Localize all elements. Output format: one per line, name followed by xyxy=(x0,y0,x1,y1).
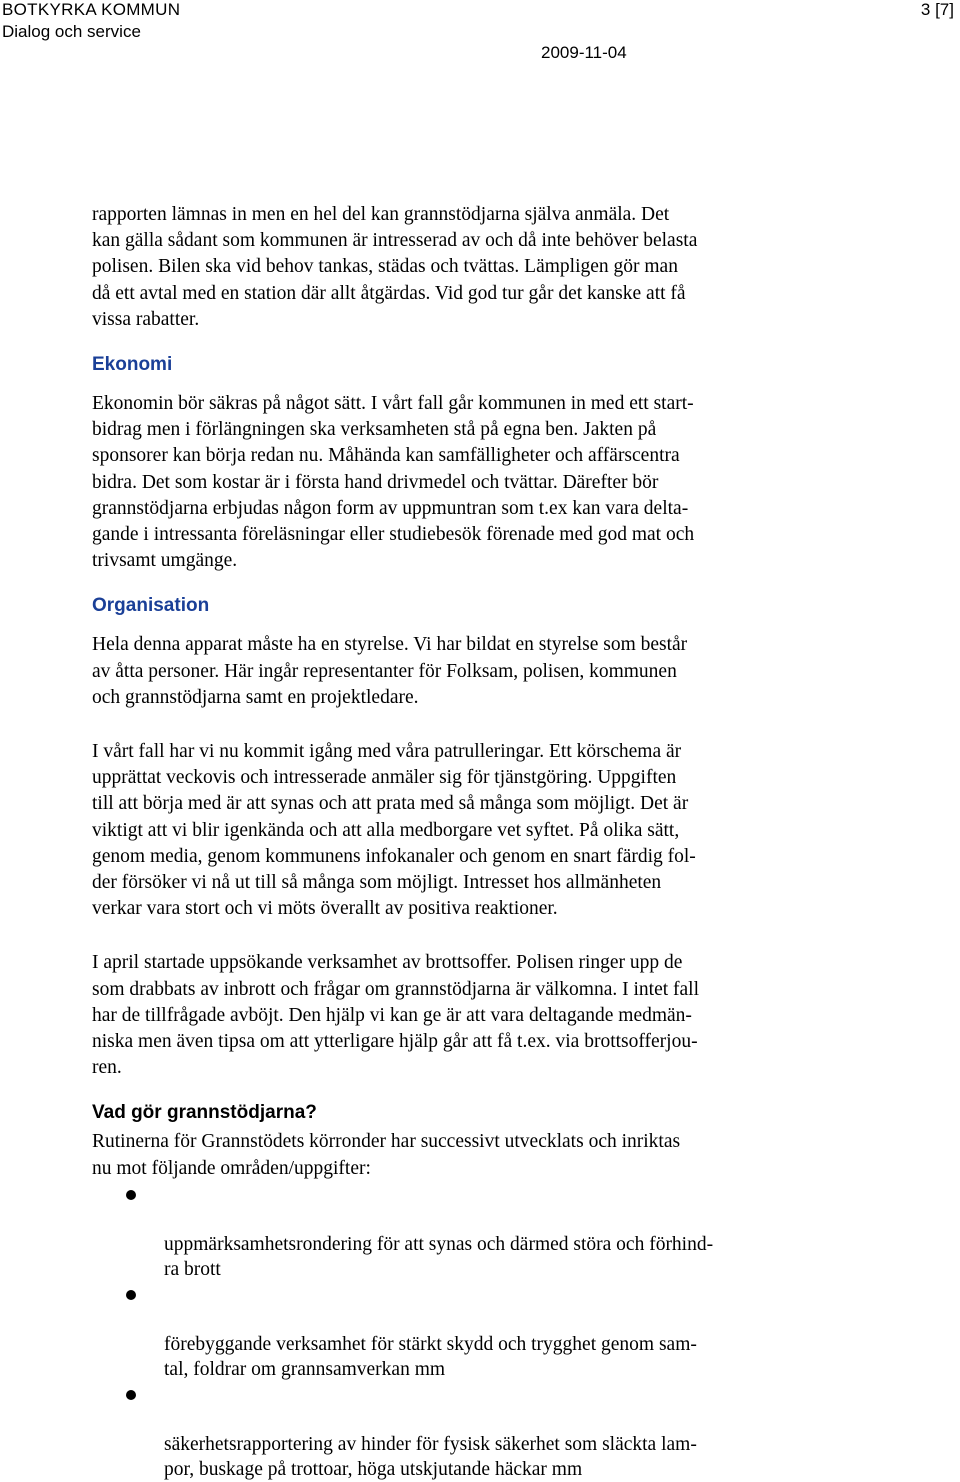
page-number: 3 [7] xyxy=(920,0,954,19)
victims-paragraph: I april startade uppsökande verksamhet av brottsoffer. Polisen ringer upp de som drabbats av inbrott och frågar om grannstödjarna är välkomna. I intet fall har de tillfrågade avböjt. Den hjälp vi kan ge är att vara deltagande medmän- niska men även tipsa om att ytterligare hjälp går att få t.ex. via brottsofferjou- ren. xyxy=(92,952,700,1079)
list-item xyxy=(92,1282,852,1382)
vad-paragraph: Rutinerna för Grannstödets körronder har successivt utvecklats och inriktas nu mot följande områden/uppgifter: xyxy=(92,1131,681,1179)
task-list xyxy=(92,1182,852,1482)
ekonomi-paragraph: Ekonomin bör säkras på något sätt. I vårt fall går kommunen in med ett start- bidrag men i förlängningen ska verksamheten stå på egna ben. Jakten på sponsorer kan börja redan nu. Måhända kan samfälligheter och affärscentra bidra. Det som kostar är i första hand drivmedel och tvättar. Därefter bör grannstödjarna erbjudas någon form av uppmuntran som t.ex kan vara delta- gande i intressanta föreläsningar eller studiebesök förenade med god mat och trivsamt umgänge. xyxy=(92,393,695,572)
intro-paragraph: rapporten lämnas in men en hel del kan grannstödjarna själva anmäla. Det kan gälla sådant som kommunen är intresserad av och då inte behöver belasta polisen. Bilen ska vid behov tankas, städas och tvättas. Lämpligen gör man då ett avtal med en station där allt åtgärdas. Vid god tur går det kanske att få vissa rabatter. xyxy=(92,204,698,330)
department-name: Dialog och service xyxy=(2,22,141,41)
ekonomi-heading: Ekonomi xyxy=(92,354,173,376)
organisation-paragraph: Hela denna apparat måste ha en styrelse. Vi har bildat en styrelse som består av åtta personer. Här ingår representanter för Folksam, polisen, kommunen och grannstödjarna samt en projektledare. xyxy=(92,634,688,708)
document-body xyxy=(92,202,852,1482)
vad-heading: Vad gör grannstödjarna? xyxy=(92,1102,317,1124)
bullet-icon xyxy=(126,1290,136,1300)
list-item xyxy=(92,1182,852,1282)
organization-name: BOTKYRKA KOMMUN xyxy=(2,0,181,19)
patrol-paragraph: I vårt fall har vi nu kommit igång med våra patrulleringar. Ett körschema är upprättat veckovis och intresserade anmäler sig för tjänstgöring. Uppgiften till att börja med är att synas och att prata med så många som möjligt. Det är viktigt att vi blir igenkända och att alla medborgare vet syftet. På olika sätt, genom media, genom kommunens infokanaler och genom en snart färdig fol- der försöker vi nå ut till så många som möjligt. Intresset hos allmänheten verkar vara stort och vi möts överallt av positiva reaktioner. xyxy=(92,741,696,920)
bullet-icon xyxy=(126,1190,136,1200)
list-item-text: säkerhetsrapportering av hinder för fysisk säkerhet som släckta lam- por, buskage på trottoar, höga utskjutande häckar mm xyxy=(164,1433,697,1480)
list-item-text: förebyggande verksamhet för stärkt skydd och trygghet genom sam- tal, foldrar om grannsamverkan mm xyxy=(164,1333,697,1380)
organisation-heading: Organisation xyxy=(92,595,210,617)
document-date: 2009-11-04 xyxy=(541,43,627,62)
list-item-text: uppmärksamhetsrondering för att synas och därmed störa och förhind- ra brott xyxy=(164,1233,714,1280)
list-item xyxy=(92,1382,852,1482)
bullet-icon xyxy=(126,1390,136,1400)
